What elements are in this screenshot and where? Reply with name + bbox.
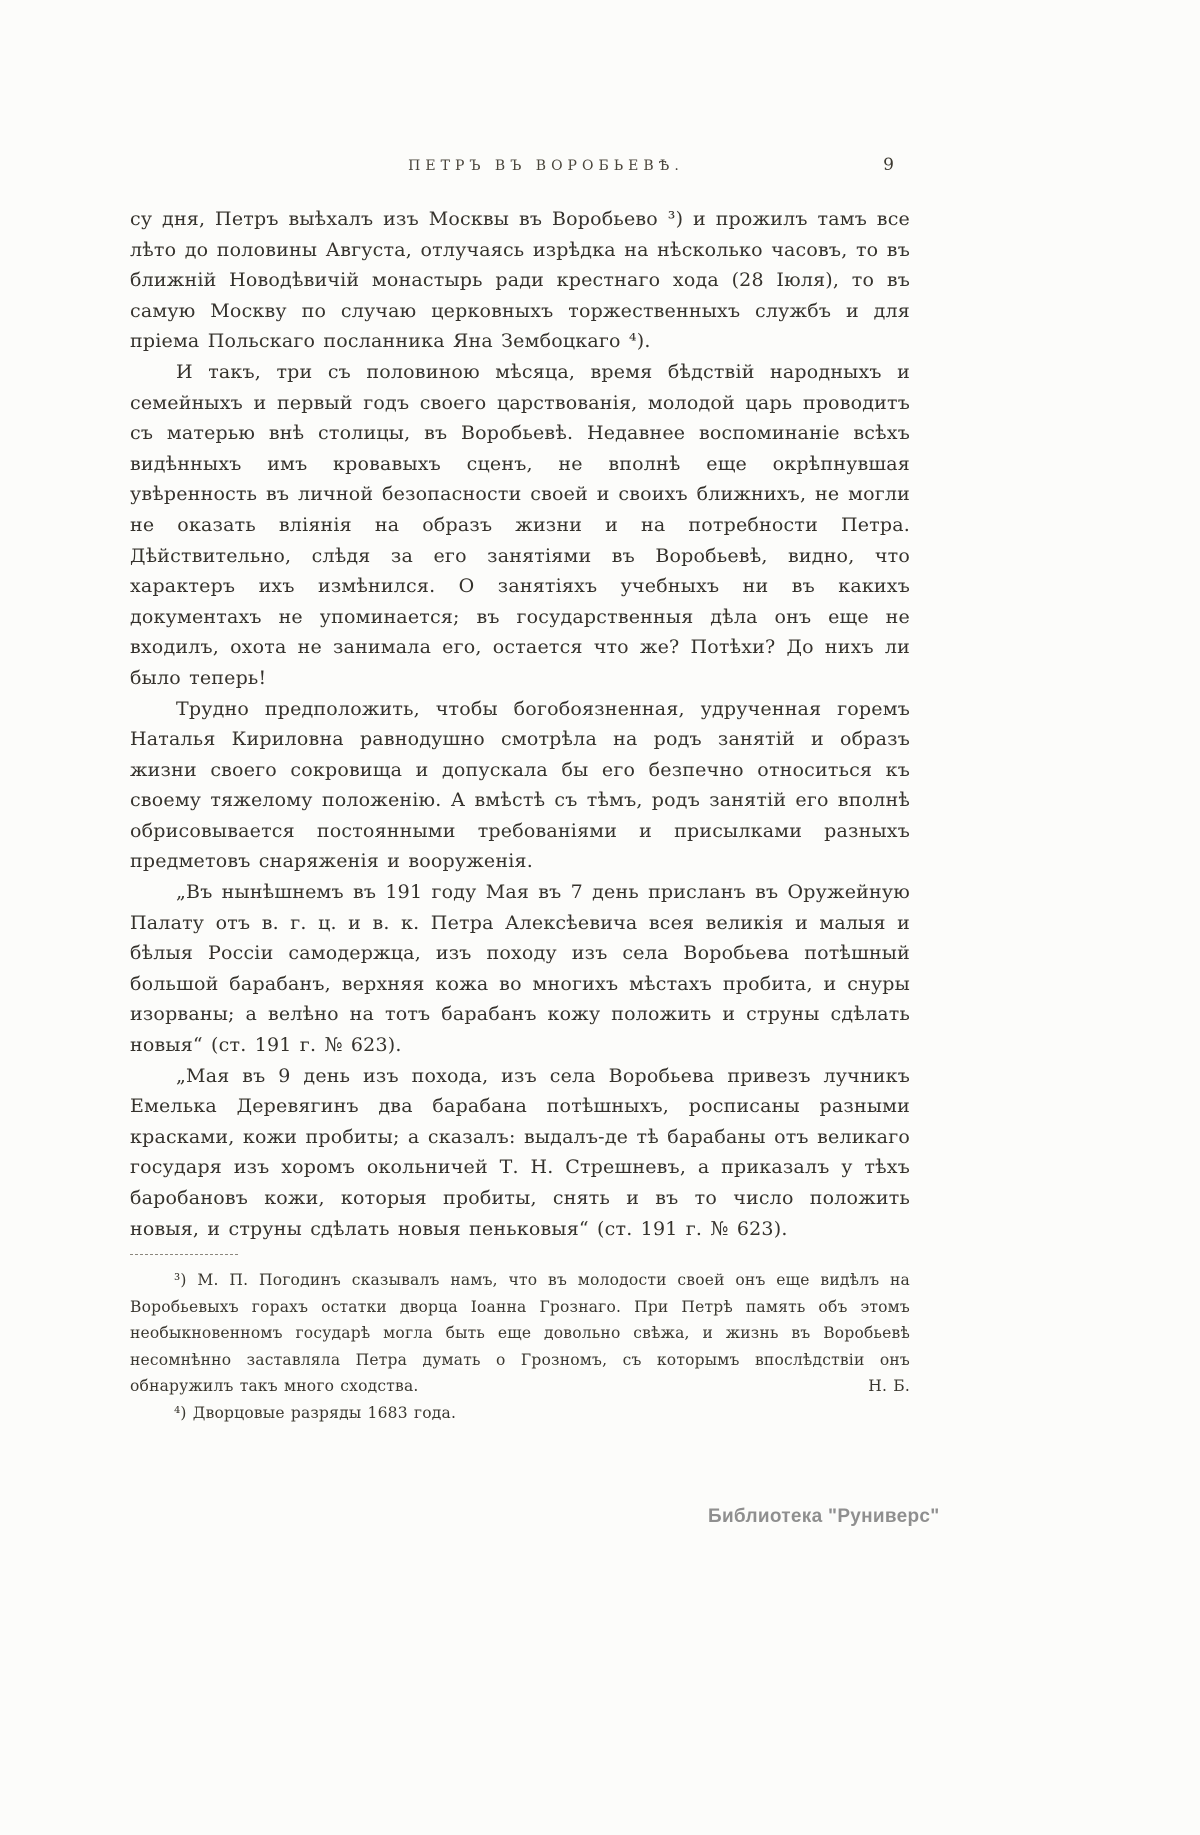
page-header bbox=[130, 155, 910, 204]
running-title: ПЕТРЪ ВЪ ВОРОБЬЕВѢ. bbox=[408, 158, 684, 174]
footnote-3-signature: Н. Б. bbox=[868, 1377, 910, 1396]
paragraph-2: И такъ, три съ половиною мѣсяца, время бѣдствій народныхъ и семейныхъ и первый годъ своего царствованія, молодой царь проводитъ съ матерью внѣ столицы, въ Воробьевѣ. Недавнее воспоминаніе всѣхъ видѣнныхъ имъ кровавыхъ сценъ, не вполнѣ еще окрѣпнувшая увѣренность въ личной безопасности своей и своихъ ближнихъ, не могли не оказать вліянія на образъ жизни и на потребности Петра. Дѣйствительно, слѣдя за его занятіями въ Воробьевѣ, видно, что характеръ ихъ измѣнился. О занятіяхъ учебныхъ ни въ какихъ документахъ не упоминается; въ государственныя дѣла онъ еще не входилъ, охота не занимала его, остается что же? Потѣхи? До нихъ ли было теперь! bbox=[130, 360, 910, 689]
body-text bbox=[130, 204, 910, 1244]
page-content bbox=[130, 155, 910, 1426]
footnote-3 bbox=[130, 1267, 910, 1400]
paragraph-5: „Мая въ 9 день изъ похода, изъ села Воробьева привезъ лучникъ Емелька Деревягинъ два барабана потѣшныхъ, росписаны разными красками, кожи пробиты; а сказалъ: выдалъ-де тѣ барабаны отъ великаго государя изъ хоромъ окольничей Т. Н. Стрешневъ, а приказалъ у тѣхъ баробановъ кожи, которыя пробиты, снять и въ то число положить новыя, и струны сдѣлать новыя пеньковыя“ (ст. 191 г. № 623). bbox=[130, 1064, 910, 1240]
paragraph-4: „Въ нынѣшнемъ въ 191 году Мая въ 7 день присланъ въ Оружейную Палату отъ в. г. ц. и в. к. Петра Алексѣевича всея великія и малыя и бѣлыя Россіи самодержца, изъ походу изъ села Воробьева потѣшный большой барабанъ, верхняя кожа во многихъ мѣстахъ пробита, и снуры изорваны; а велѣно на тотъ барабанъ кожу положить и струны сдѣлать новыя“ (ст. 191 г. № 623). bbox=[130, 881, 910, 1057]
page-number: 9 bbox=[883, 155, 894, 175]
footnote-separator bbox=[130, 1254, 238, 1255]
paragraph-1: су дня, Петръ выѣхалъ изъ Москвы въ Воробьево ³) и прожилъ тамъ все лѣто до половины Августа, отлучаясь изрѣдка на нѣсколько часовъ, то въ ближній Новодѣвичій монастырь ради крестнаго хода (28 Іюля), то въ самую Москву по случаю церковныхъ торжественныхъ службъ и для пріема Польскаго посланника Яна Зембоцкаго ⁴). bbox=[130, 208, 910, 353]
paragraph-3: Трудно предположить, чтобы богобоязненная, удрученная горемъ Наталья Кириловна равнодушно смотрѣла на родъ занятій и образъ жизни своего сокровища и допускала бы его безпечно относиться къ своему тяжелому положенію. А вмѣстѣ съ тѣмъ, родъ занятій его вполнѣ обрисовывается постоянными требованіями и присылками разныхъ предметовъ снаряженія и вооруженія. bbox=[130, 697, 910, 873]
footnotes-section bbox=[130, 1254, 910, 1426]
library-watermark: Библиотека "Руниверс" bbox=[708, 1506, 940, 1527]
footnote-4-text: ⁴) Дворцовые разряды 1683 года. bbox=[174, 1403, 457, 1422]
footnote-4 bbox=[130, 1400, 910, 1427]
footnote-3-text: ³) М. П. Погодинъ сказывалъ намъ, что въ молодости своей онъ еще видѣлъ на Воробьевыхъ горахъ остатки дворца Іоанна Грознаго. При Петрѣ память объ этомъ необыкновенномъ государѣ могла быть еще довольно свѣжа, и жизнь въ Воробьевѣ несомнѣнно заставляла Петра думать о Грозномъ, съ которымъ впослѣдствіи онъ обнаружилъ такъ много сходства. bbox=[130, 1271, 910, 1396]
